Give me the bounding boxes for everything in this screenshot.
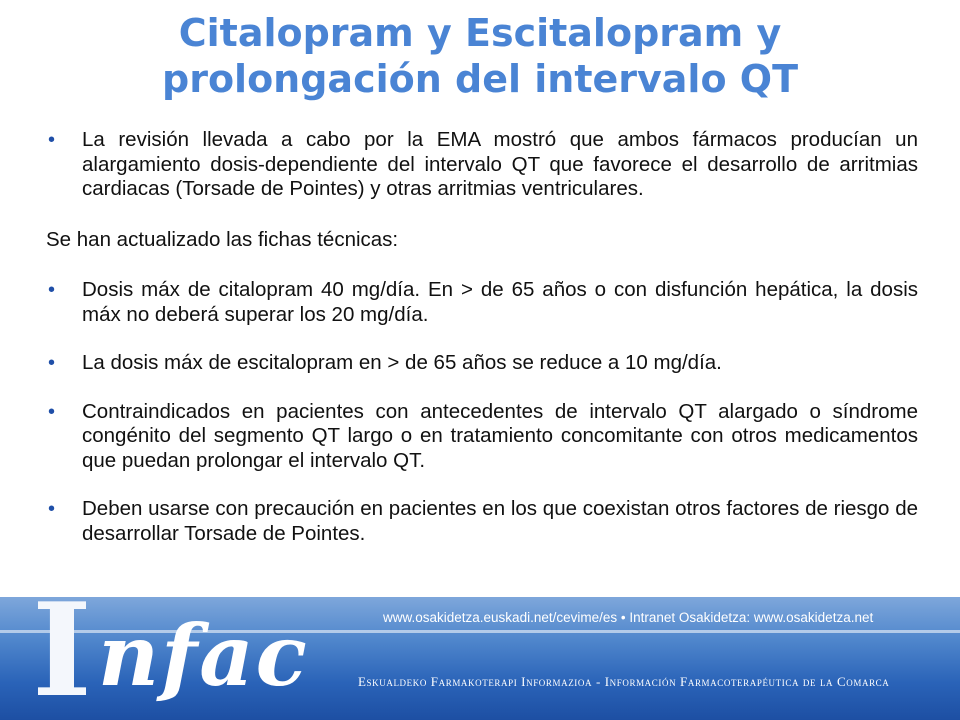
slide-title [40,10,920,102]
bullet-dot: • [48,279,56,301]
title-line-1: Citalopram y Escitalopram y [178,11,782,55]
bullet-text: La dosis máx de escitalopram en > de 65 años se reduce a 10 mg/día. [82,351,722,374]
section-intro-text: Se han actualizado las fichas técnicas: [46,227,399,251]
bullet-item-escitalopram-dose [46,351,918,376]
footer-tagline: Eskualdeko Farmakoterapi Informazioa - Información Farmacoterapéutica de la Comarca [358,674,890,689]
logo-initial: I [32,597,92,720]
logo-wordmark: nfac [98,606,309,705]
bullet-text: Deben usarse con precaución en pacientes en los que coexistan otros factores de riesgo de desarrollar Torsade de Pointes. [82,497,918,545]
bullet-item-precaution [46,497,918,546]
bullet-text: La revisión llevada a cabo por la EMA mostró que ambos fármacos producían un alargamiento dosis-dependiente del intervalo QT que favorece el desarrollo de arritmias cardiacas (Torsade de Pointes) y otras arritmias ventriculares. [82,128,918,200]
bullet-dot: • [48,498,56,520]
bullet-item-contraindications [46,400,918,474]
bullet-text: Contraindicados en pacientes con antecedentes de intervalo QT alargado o síndrome congénito del segmento QT largo o en tratamiento concomitante con otros medicamentos que puedan prolongar el intervalo QT. [82,399,918,472]
bullet-item-ema-review [46,128,918,202]
bullet-dot: • [48,129,56,151]
bullet-dot: • [48,352,56,374]
title-line-2: prolongación del intervalo QT [162,57,798,101]
footer-banner [0,597,960,720]
slide-body [46,128,918,546]
bullet-text: Dosis máx de citalopram 40 mg/día. En > de 65 años o con disfunción hepática, la dosis máx no deberá superar los 20 mg/día. [82,278,918,326]
bullet-dot: • [48,400,56,423]
footer-urls: www.osakidetza.euskadi.net/cevime/es • Intranet Osakidetza: www.osakidetza.net [383,610,874,625]
bullet-item-citalopram-dose [46,278,918,327]
